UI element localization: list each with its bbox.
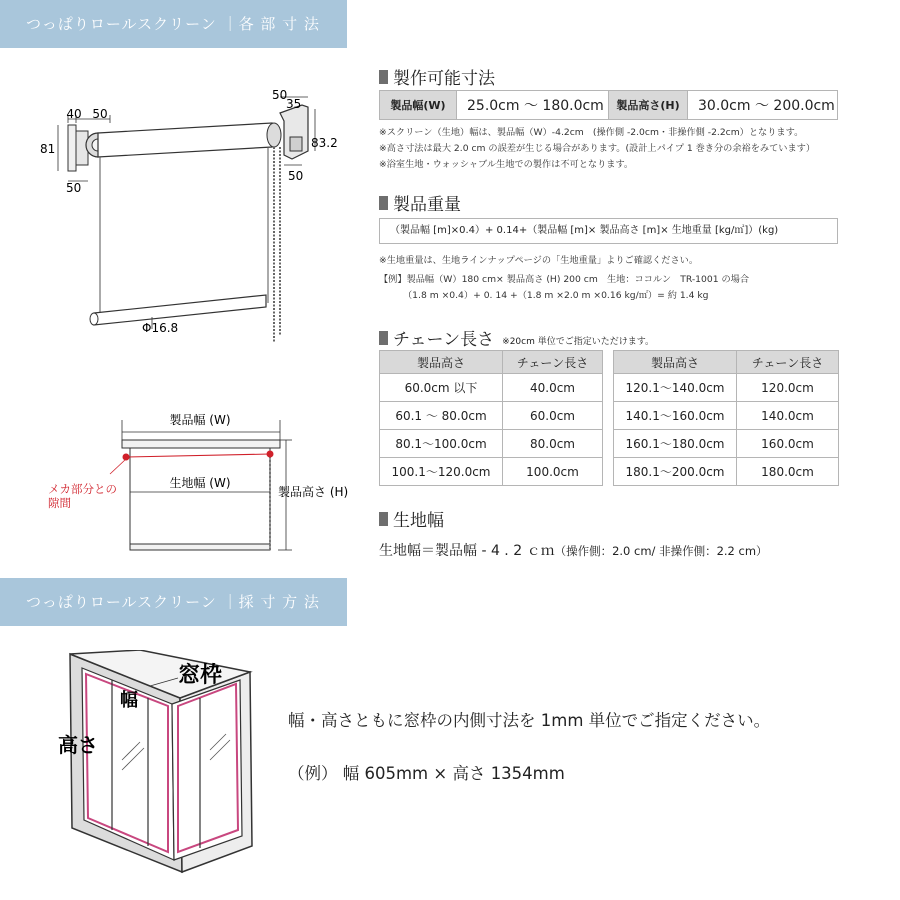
section-marker	[379, 512, 388, 526]
makeable-note-1: ※スクリーン（生地）幅は、製品幅（W）-4.2cm (操作側 -2.0cm・非操作側 -2.2cm）となります。	[379, 127, 804, 138]
weight-title-text: 製品重量	[393, 195, 461, 215]
weight-note: ※生地重量は、生地ラインナップページの「生地重量」よりご確認ください。	[379, 255, 699, 266]
table-row: 100.1～120.0cm 100.0cm	[380, 458, 603, 486]
window-frame-label: 窓枠	[178, 663, 223, 688]
weight-title	[379, 190, 461, 215]
dim-40-label: 40	[66, 107, 82, 121]
dim-83-2-label: 83.2	[311, 136, 338, 150]
table-row: 60.1 ～ 80.0cm 60.0cm	[380, 402, 603, 430]
gap-marker-right	[267, 451, 274, 458]
fabric-width-title-text: 生地幅	[393, 511, 444, 531]
chain-col-length: チェーン長さ	[503, 351, 603, 374]
makeable-note-2: ※高さ寸法は最大 2.0 cm の誤差が生じる場合があります。(設計上パイプ 1 巻き分の余裕をみています）	[379, 143, 816, 154]
roller-tube	[98, 123, 272, 157]
bottom-bar-cap	[90, 313, 98, 325]
height-range: 30.0cm ～ 200.0cm	[687, 91, 837, 119]
chain-col-height: 製品高さ	[614, 351, 737, 374]
chain-table-left	[379, 350, 603, 486]
dim-50-bottom-right-label: 50	[288, 169, 304, 183]
screen-panel	[130, 448, 270, 544]
width-range: 25.0cm ～ 180.0cm	[456, 91, 608, 119]
makeable-note-3: ※浴室生地・ウォッシャブル生地での製作は不可となります。	[379, 159, 634, 170]
makeable-size-title	[379, 64, 495, 89]
section-marker	[379, 331, 388, 345]
table-row: 140.1～160.0cm 140.0cm	[614, 402, 839, 430]
fabric-width-title	[379, 506, 444, 531]
makeable-size-table	[379, 90, 838, 120]
gap-label-line-2: 隙間	[48, 496, 71, 510]
dim-50-bottom-left-label: 50	[66, 181, 82, 195]
width-label: 幅	[120, 690, 138, 711]
weight-formula: （製品幅 [m]×0.4）+ 0.14+（製品幅 [m]× 製品高さ [m]× 生地重量 [kg/㎡]）(kg)	[379, 218, 838, 244]
fabric-width-label: 生地幅 (W)	[169, 476, 231, 490]
dim-35-label: 35	[286, 97, 302, 111]
section-banner-dimensions: つっぱりロールスクリーン ｜各 部 寸 法	[0, 0, 347, 48]
table-row: 160.1～180.0cm 160.0cm	[614, 430, 839, 458]
phi-diameter-label: Φ16.8	[142, 321, 179, 335]
chain-length-note: ※20cm 単位でご指定いただけます。	[502, 336, 655, 347]
table-row: 80.1～100.0cm 80.0cm	[380, 430, 603, 458]
gap-leader-line	[110, 459, 126, 474]
chain-length-title-text: チェーン長さ	[393, 330, 495, 350]
right-bracket-screw	[290, 137, 302, 151]
measuring-example: （例） 幅 605mm × 高さ 1354mm	[288, 764, 565, 783]
chain-col-length: チェーン長さ	[737, 351, 839, 374]
window-frame-diagram	[50, 650, 265, 885]
width-height-diagram	[40, 400, 355, 570]
dim-50-right-label: 50	[272, 88, 288, 102]
product-height-label: 製品高さ (H)	[278, 485, 349, 499]
width-header: 製品幅(W)	[380, 91, 456, 119]
height-header: 製品高さ(H)	[608, 91, 687, 119]
head-rail	[122, 440, 280, 448]
section-banner-measuring: つっぱりロールスクリーン ｜採 寸 方 法	[0, 578, 347, 626]
table-row: 60.0cm 以下 40.0cm	[380, 374, 603, 402]
product-width-label: 製品幅 (W)	[169, 413, 231, 427]
table-row: 120.1～140.0cm 120.0cm	[614, 374, 839, 402]
weight-example-line-1: 【例】製品幅（W）180 cm× 製品高さ (H) 200 cm 生地：ココルン TR-1001 の場合	[379, 274, 750, 285]
measuring-instruction: 幅・高さともに窓枠の内側寸法を 1mm 単位でご指定ください。	[288, 711, 771, 730]
chain-length-title	[379, 325, 654, 350]
gap-label-line-1: メカ部分との	[48, 482, 117, 496]
weight-example-line-2: （1.8 m ×0.4）+ 0. 14 +（1.8 m ×2.0 m ×0.16 kg/㎡）= 約 1.4 kg	[403, 290, 709, 301]
makeable-size-title-text: 製作可能寸法	[393, 69, 495, 89]
roll-screen-dimension-diagram	[40, 85, 350, 355]
section-marker	[379, 70, 388, 84]
dim-50-left-label: 50	[92, 107, 108, 121]
chain-table-right	[613, 350, 839, 486]
fabric-width-formula: 生地幅＝製品幅 - 4 . 2 ｃｍ	[379, 543, 555, 559]
table-row: 180.1～200.0cm 180.0cm	[614, 458, 839, 486]
chain-col-height: 製品高さ	[380, 351, 503, 374]
dim-81-label: 81	[40, 142, 56, 156]
left-bracket-plate	[68, 125, 76, 171]
bottom-bar-front	[130, 544, 270, 550]
fabric-width-detail: （操作側：2.0 cm/ 非操作側：2.2 cm）	[554, 544, 768, 558]
bottom-bar	[94, 295, 266, 325]
fabric-width-equation	[379, 540, 768, 560]
section-marker	[379, 196, 388, 210]
right-gear	[267, 123, 281, 147]
height-label: 高さ	[58, 733, 98, 757]
